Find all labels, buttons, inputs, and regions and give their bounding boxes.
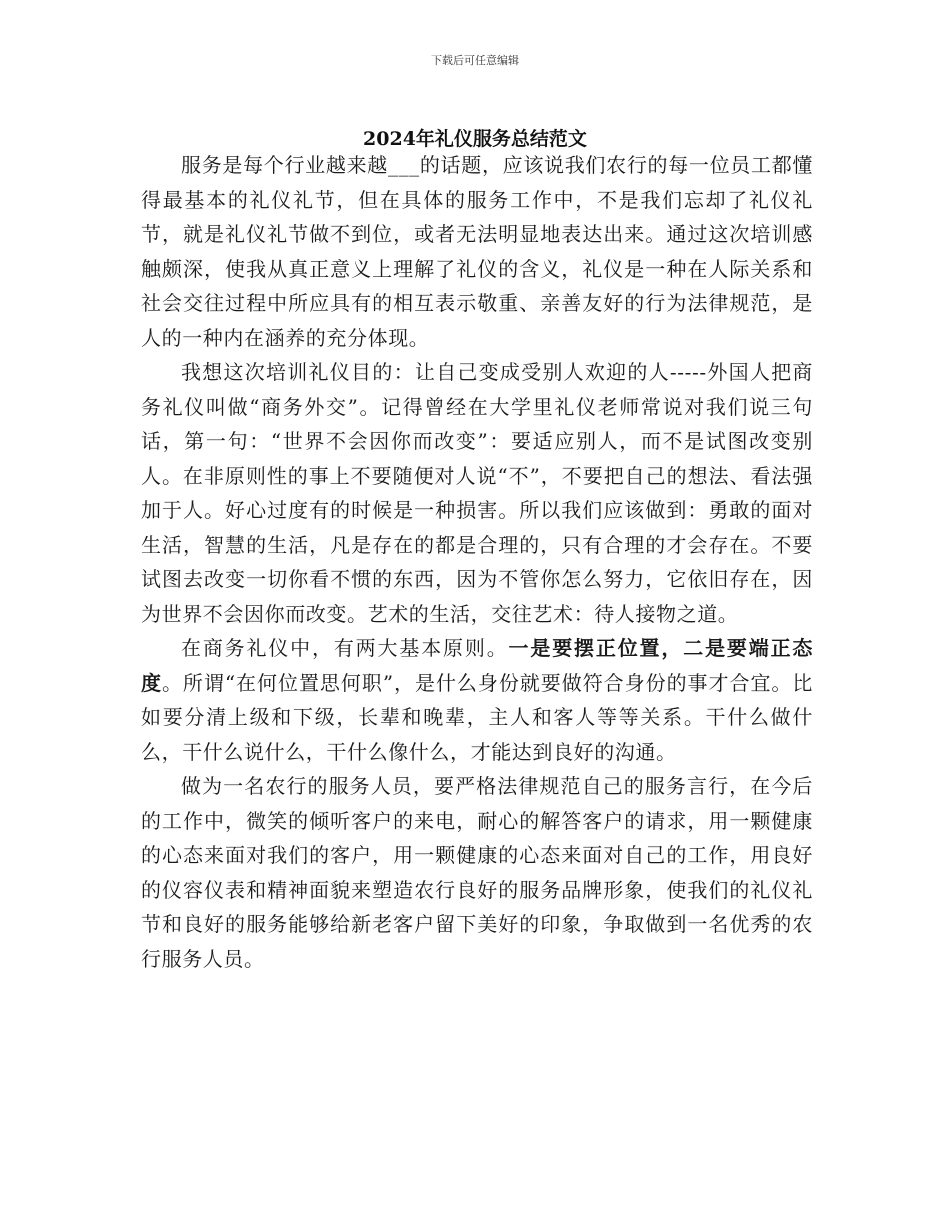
- paragraph-3-rest: 。所谓“在何位置思何职”，是什么身份就要做符合身份的事才合宜。比如要分清上级和下级，长辈和晚辈，主人和客人等等关系。干什么做什么，干什么说什么，干什么像什么，才能达到良好的沟通。: [141, 670, 813, 764]
- paragraph-3-emphasis: 一是要摆正位置，二是要端正态度: [141, 636, 814, 695]
- paragraph-4: 做为一名农行的服务人员，要严格法律规范自己的服务言行，在今后的工作中，微笑的倾听客户的来电，耐心的解答客户的请求，用一颗健康的心态来面对我们的客户，用一颗健康的心态来面对自己的工作，用良好的仪容仪表和精神面貌来塑造农行良好的服务品牌形象，使我们的礼仪礼节和良好的服务能够给新老客户留下美好的印象，争取做到一名优秀的农行服务人员。: [141, 774, 813, 971]
- paragraph-1: 服务是每个行业越来越___的话题，应该说我们农行的每一位员工都懂得最基本的礼仪礼节，但在具体的服务工作中，不是我们忘却了礼仪礼节，就是礼仪礼节做不到位，或者无法明显地表达出来。通过这次培训感触颇深，使我从真正意义上理解了礼仪的含义，礼仪是一种在人际关系和社会交往过程中所应具有的相互表示敬重、亲善友好的行为法律规范，是人的一种内在涵养的充分体现。: [141, 153, 813, 350]
- document-body: [141, 148, 813, 976]
- paragraph-3-lead: 在商务礼仪中，有两大基本原则。: [181, 636, 509, 660]
- paragraph-2: 我想这次培训礼仪目的：让自己变成受别人欢迎的人-----外国人把商务礼仪叫做“商务外交”。记得曾经在大学里礼仪老师常说对我们说三句话，第一句：“世界不会因你而改变”：要适应别人，而不是试图改变别人。在非原则性的事上不要随便对人说“不”，不要把自己的想法、看法强加于人。好心过度有的时候是一种损害。所以我们应该做到：勇敢的面对生活，智慧的生活，凡是存在的都是合理的，只有合理的才会存在。不要试图去改变一切你看不惯的东西，因为不管你怎么努力，它依旧存在，因为世界不会因你而改变。艺术的生活，交往艺术：待人接物之道。: [141, 360, 813, 626]
- page-header-note: 下载后可任意编辑: [431, 54, 519, 67]
- paragraph-3: [141, 631, 813, 769]
- document-title: 2024年礼仪服务总结范文: [363, 128, 587, 150]
